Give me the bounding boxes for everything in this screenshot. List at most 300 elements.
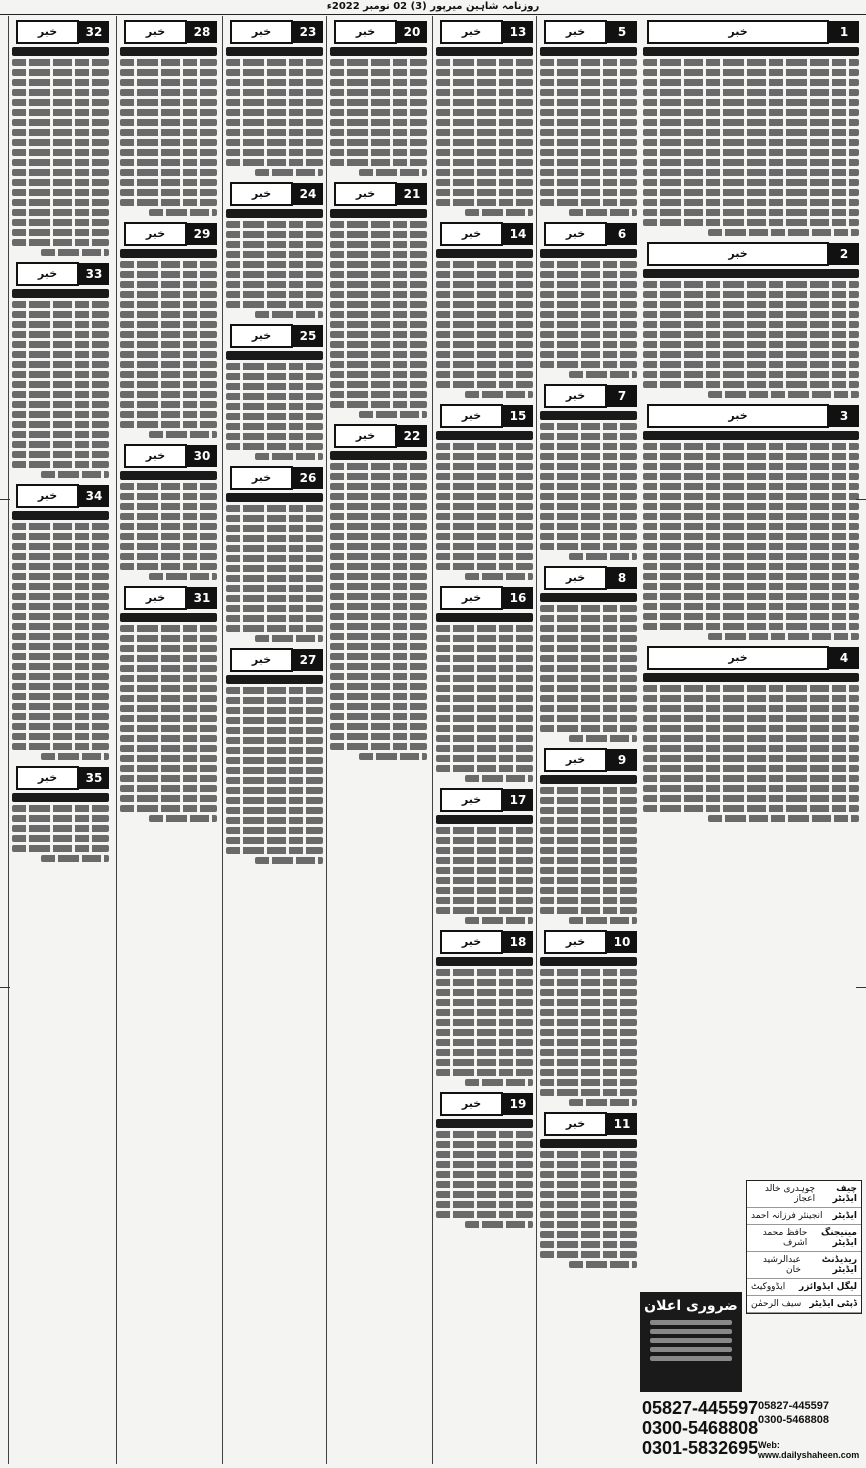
text-line bbox=[540, 1059, 637, 1066]
text-line bbox=[330, 231, 427, 238]
story-number: 28 bbox=[187, 21, 217, 43]
text-line bbox=[436, 1141, 533, 1148]
text-line bbox=[643, 341, 859, 348]
text-line bbox=[226, 363, 323, 370]
text-line bbox=[540, 685, 637, 692]
text-line bbox=[120, 321, 217, 328]
text-line bbox=[12, 69, 109, 76]
text-line bbox=[465, 209, 533, 216]
story-headline bbox=[120, 47, 217, 56]
text-line bbox=[330, 251, 427, 258]
text-line bbox=[540, 1079, 637, 1086]
news-story bbox=[120, 444, 217, 580]
credit-name: چوہدری خالد اعجاز bbox=[764, 1184, 816, 1204]
text-line bbox=[643, 199, 859, 206]
text-line bbox=[540, 443, 637, 450]
text-line bbox=[436, 705, 533, 712]
story-number: 19 bbox=[503, 1093, 533, 1115]
news-story bbox=[12, 262, 109, 478]
text-line bbox=[436, 665, 533, 672]
text-line bbox=[12, 129, 109, 136]
text-line bbox=[540, 695, 637, 702]
story-headline bbox=[120, 249, 217, 258]
text-line bbox=[540, 1191, 637, 1198]
text-line bbox=[436, 493, 533, 500]
text-line bbox=[226, 231, 323, 238]
text-line bbox=[643, 179, 859, 186]
story-label: خبر bbox=[440, 404, 503, 428]
text-line bbox=[436, 979, 533, 986]
text-line bbox=[540, 129, 637, 136]
text-line bbox=[226, 535, 323, 542]
text-line bbox=[12, 331, 109, 338]
text-line bbox=[330, 483, 427, 490]
text-line bbox=[330, 311, 427, 318]
story-label: خبر bbox=[334, 182, 397, 206]
text-line bbox=[436, 59, 533, 66]
credit-role: مینیجنگ ایڈیٹر bbox=[821, 1228, 857, 1248]
text-line bbox=[120, 625, 217, 632]
text-line bbox=[226, 69, 323, 76]
news-story bbox=[540, 384, 637, 560]
text-line bbox=[12, 381, 109, 388]
text-line bbox=[330, 321, 427, 328]
text-line bbox=[436, 463, 533, 470]
text-line bbox=[330, 89, 427, 96]
text-line bbox=[569, 553, 637, 560]
text-line bbox=[226, 393, 323, 400]
text-line bbox=[330, 693, 427, 700]
text-line bbox=[436, 321, 533, 328]
text-line bbox=[226, 555, 323, 562]
text-line bbox=[330, 603, 427, 610]
story-number: 25 bbox=[293, 325, 323, 347]
news-column bbox=[116, 16, 220, 1464]
text-line bbox=[120, 361, 217, 368]
story-number: 6 bbox=[607, 223, 637, 245]
text-line bbox=[12, 603, 109, 610]
text-line bbox=[330, 291, 427, 298]
text-line bbox=[436, 443, 533, 450]
text-line bbox=[540, 999, 637, 1006]
text-line bbox=[330, 331, 427, 338]
news-story bbox=[226, 182, 323, 318]
text-line bbox=[540, 847, 637, 854]
text-line bbox=[643, 503, 859, 510]
story-headline bbox=[643, 431, 859, 440]
text-line bbox=[226, 837, 323, 844]
story-label: خبر bbox=[647, 242, 829, 266]
text-line bbox=[226, 595, 323, 602]
news-story bbox=[643, 20, 859, 236]
text-line bbox=[540, 543, 637, 550]
text-line bbox=[226, 413, 323, 420]
news-story bbox=[436, 586, 533, 782]
story-headline bbox=[540, 1139, 637, 1148]
text-line bbox=[540, 199, 637, 206]
text-line bbox=[540, 271, 637, 278]
text-line bbox=[120, 99, 217, 106]
text-line bbox=[12, 703, 109, 710]
text-line bbox=[540, 493, 637, 500]
news-story bbox=[226, 648, 323, 864]
text-line bbox=[330, 341, 427, 348]
story-headline bbox=[330, 451, 427, 460]
story-headline bbox=[436, 1119, 533, 1128]
text-line bbox=[226, 403, 323, 410]
text-line bbox=[436, 1171, 533, 1178]
story-number: 10 bbox=[607, 931, 637, 953]
text-line bbox=[643, 623, 859, 630]
story-number: 8 bbox=[607, 567, 637, 589]
text-line bbox=[643, 533, 859, 540]
text-line bbox=[12, 451, 109, 458]
text-line bbox=[120, 795, 217, 802]
text-line bbox=[12, 109, 109, 116]
text-line bbox=[643, 775, 859, 782]
text-line bbox=[12, 845, 109, 852]
text-line bbox=[643, 483, 859, 490]
text-line bbox=[330, 503, 427, 510]
text-line bbox=[643, 463, 859, 470]
text-line bbox=[436, 261, 533, 268]
story-headline bbox=[540, 957, 637, 966]
text-line bbox=[120, 493, 217, 500]
text-line bbox=[643, 281, 859, 288]
text-line bbox=[436, 1069, 533, 1076]
text-line bbox=[540, 1069, 637, 1076]
story-headline bbox=[540, 775, 637, 784]
text-line bbox=[12, 723, 109, 730]
story-number: 14 bbox=[503, 223, 533, 245]
text-line bbox=[12, 239, 109, 246]
text-line bbox=[436, 119, 533, 126]
text-line bbox=[436, 695, 533, 702]
text-line bbox=[436, 877, 533, 884]
text-line bbox=[12, 805, 109, 812]
text-line bbox=[12, 149, 109, 156]
news-story bbox=[540, 748, 637, 924]
news-story bbox=[436, 404, 533, 580]
text-line bbox=[436, 199, 533, 206]
phone-3: 0301-5832695 bbox=[642, 1438, 759, 1458]
text-line bbox=[226, 301, 323, 308]
text-line bbox=[436, 625, 533, 632]
text-line bbox=[149, 209, 217, 216]
text-line bbox=[12, 653, 109, 660]
story-headline bbox=[540, 411, 637, 420]
text-line bbox=[226, 827, 323, 834]
text-line bbox=[436, 1191, 533, 1198]
text-line bbox=[436, 1201, 533, 1208]
text-line bbox=[255, 635, 323, 642]
story-number: 29 bbox=[187, 223, 217, 245]
editorial-credits bbox=[746, 1180, 862, 1314]
fold-mark bbox=[0, 499, 10, 500]
text-line bbox=[436, 897, 533, 904]
text-line bbox=[540, 1171, 637, 1178]
news-story bbox=[12, 766, 109, 862]
text-line bbox=[12, 553, 109, 560]
text-line bbox=[120, 533, 217, 540]
story-headline bbox=[436, 47, 533, 56]
story-number: 23 bbox=[293, 21, 323, 43]
text-line bbox=[540, 625, 637, 632]
text-line bbox=[569, 1099, 637, 1106]
text-line bbox=[120, 331, 217, 338]
text-line bbox=[330, 149, 427, 156]
text-line bbox=[226, 565, 323, 572]
text-line bbox=[643, 805, 859, 812]
text-line bbox=[643, 79, 859, 86]
text-line bbox=[708, 229, 859, 236]
text-line bbox=[12, 583, 109, 590]
text-line bbox=[226, 505, 323, 512]
text-line bbox=[465, 917, 533, 924]
story-headline bbox=[12, 793, 109, 802]
text-line bbox=[120, 655, 217, 662]
text-line bbox=[540, 725, 637, 732]
text-line bbox=[643, 523, 859, 530]
news-story bbox=[436, 222, 533, 398]
text-line bbox=[643, 583, 859, 590]
text-line bbox=[540, 827, 637, 834]
text-line bbox=[255, 169, 323, 176]
text-line bbox=[226, 605, 323, 612]
text-line bbox=[540, 109, 637, 116]
story-number: 26 bbox=[293, 467, 323, 489]
text-line bbox=[436, 1029, 533, 1036]
text-line bbox=[708, 391, 859, 398]
text-line bbox=[540, 179, 637, 186]
text-line bbox=[643, 593, 859, 600]
text-line bbox=[255, 311, 323, 318]
text-line bbox=[12, 693, 109, 700]
news-story bbox=[226, 324, 323, 460]
story-number: 33 bbox=[79, 263, 109, 285]
text-line bbox=[330, 301, 427, 308]
text-line bbox=[436, 645, 533, 652]
text-line bbox=[120, 645, 217, 652]
story-number: 24 bbox=[293, 183, 323, 205]
story-headline bbox=[436, 613, 533, 622]
text-line bbox=[226, 109, 323, 116]
text-line bbox=[436, 513, 533, 520]
text-line bbox=[643, 129, 859, 136]
text-line bbox=[12, 159, 109, 166]
text-line bbox=[643, 473, 859, 480]
text-line bbox=[330, 553, 427, 560]
text-line bbox=[330, 523, 427, 530]
credit-name: انجینئر فرزانہ احمد bbox=[751, 1211, 823, 1221]
text-line bbox=[540, 1201, 637, 1208]
text-line bbox=[540, 1049, 637, 1056]
text-line bbox=[330, 221, 427, 228]
text-line bbox=[12, 229, 109, 236]
news-story bbox=[226, 466, 323, 642]
story-headline bbox=[643, 673, 859, 682]
text-line bbox=[540, 341, 637, 348]
text-line bbox=[436, 867, 533, 874]
text-line bbox=[12, 421, 109, 428]
news-story bbox=[436, 930, 533, 1086]
text-line bbox=[436, 453, 533, 460]
fold-mark bbox=[0, 987, 10, 988]
text-line bbox=[120, 281, 217, 288]
text-line bbox=[643, 715, 859, 722]
news-story bbox=[643, 404, 859, 640]
story-number: 1 bbox=[829, 21, 859, 43]
text-line bbox=[643, 301, 859, 308]
text-line bbox=[12, 301, 109, 308]
text-line bbox=[120, 79, 217, 86]
text-line bbox=[643, 159, 859, 166]
text-line bbox=[436, 1131, 533, 1138]
text-line bbox=[436, 765, 533, 772]
story-label: خبر bbox=[440, 222, 503, 246]
story-number: 22 bbox=[397, 425, 427, 447]
news-story bbox=[12, 484, 109, 760]
credit-name: حافظ محمد اشرف bbox=[762, 1228, 808, 1248]
text-line bbox=[643, 745, 859, 752]
text-line bbox=[41, 753, 109, 760]
text-line bbox=[330, 473, 427, 480]
text-line bbox=[540, 715, 637, 722]
text-line bbox=[643, 695, 859, 702]
text-line bbox=[569, 371, 637, 378]
news-story bbox=[436, 788, 533, 924]
text-line bbox=[643, 513, 859, 520]
text-line bbox=[436, 847, 533, 854]
text-line bbox=[12, 321, 109, 328]
text-line bbox=[12, 219, 109, 226]
text-line bbox=[540, 787, 637, 794]
text-line bbox=[540, 1039, 637, 1046]
text-line bbox=[643, 99, 859, 106]
text-line bbox=[120, 563, 217, 570]
text-line bbox=[12, 543, 109, 550]
text-line bbox=[436, 189, 533, 196]
text-line bbox=[330, 573, 427, 580]
text-line bbox=[330, 593, 427, 600]
text-line bbox=[226, 373, 323, 380]
text-line bbox=[643, 553, 859, 560]
news-story bbox=[226, 20, 323, 176]
story-label: خبر bbox=[16, 262, 79, 286]
text-line bbox=[12, 573, 109, 580]
text-line bbox=[226, 615, 323, 622]
text-line bbox=[540, 1241, 637, 1248]
text-line bbox=[643, 755, 859, 762]
text-line bbox=[255, 857, 323, 864]
text-line bbox=[330, 271, 427, 278]
office-phone-2: 0300-5468808 bbox=[758, 1414, 829, 1426]
text-line bbox=[540, 837, 637, 844]
text-line bbox=[540, 1151, 637, 1158]
text-line bbox=[436, 371, 533, 378]
text-line bbox=[120, 139, 217, 146]
text-line bbox=[708, 815, 859, 822]
text-line bbox=[120, 523, 217, 530]
text-line bbox=[12, 835, 109, 842]
story-label: خبر bbox=[230, 466, 293, 490]
text-line bbox=[12, 623, 109, 630]
story-headline bbox=[436, 957, 533, 966]
story-number: 34 bbox=[79, 485, 109, 507]
credit-row bbox=[747, 1279, 861, 1296]
text-line bbox=[436, 159, 533, 166]
text-line bbox=[12, 815, 109, 822]
text-line bbox=[436, 503, 533, 510]
text-line bbox=[226, 241, 323, 248]
story-number: 5 bbox=[607, 21, 637, 43]
story-headline bbox=[12, 47, 109, 56]
story-label: خبر bbox=[16, 20, 79, 44]
text-line bbox=[643, 291, 859, 298]
news-story bbox=[540, 930, 637, 1106]
text-line bbox=[226, 251, 323, 258]
text-line bbox=[540, 79, 637, 86]
text-line bbox=[12, 59, 109, 66]
text-line bbox=[330, 391, 427, 398]
text-line bbox=[540, 1029, 637, 1036]
story-label: خبر bbox=[440, 788, 503, 812]
text-line bbox=[359, 753, 427, 760]
text-line bbox=[540, 1019, 637, 1026]
news-story bbox=[330, 20, 427, 176]
text-line bbox=[643, 493, 859, 500]
text-line bbox=[643, 351, 859, 358]
text-line bbox=[359, 169, 427, 176]
text-line bbox=[12, 99, 109, 106]
text-line bbox=[120, 199, 217, 206]
text-line bbox=[330, 241, 427, 248]
text-line bbox=[540, 897, 637, 904]
text-line bbox=[436, 1161, 533, 1168]
text-line bbox=[436, 543, 533, 550]
text-line bbox=[540, 433, 637, 440]
story-headline bbox=[330, 47, 427, 56]
story-label: خبر bbox=[334, 424, 397, 448]
text-line bbox=[330, 703, 427, 710]
text-line bbox=[540, 1231, 637, 1238]
story-headline bbox=[436, 249, 533, 258]
text-line bbox=[120, 483, 217, 490]
text-line bbox=[436, 169, 533, 176]
text-line bbox=[540, 675, 637, 682]
text-line bbox=[540, 331, 637, 338]
story-headline bbox=[120, 613, 217, 622]
text-line bbox=[120, 189, 217, 196]
text-line bbox=[226, 727, 323, 734]
credit-name: عبدالرشید خان bbox=[762, 1255, 801, 1275]
story-number: 7 bbox=[607, 385, 637, 407]
text-line bbox=[540, 655, 637, 662]
text-line bbox=[330, 361, 427, 368]
text-line bbox=[12, 311, 109, 318]
news-story bbox=[330, 424, 427, 760]
text-line bbox=[226, 747, 323, 754]
text-line bbox=[436, 969, 533, 976]
text-line bbox=[226, 625, 323, 632]
text-line bbox=[120, 351, 217, 358]
story-label: خبر bbox=[544, 20, 607, 44]
story-label: خبر bbox=[647, 404, 829, 428]
text-line bbox=[120, 149, 217, 156]
text-line bbox=[540, 361, 637, 368]
text-line bbox=[12, 361, 109, 368]
text-line bbox=[330, 663, 427, 670]
